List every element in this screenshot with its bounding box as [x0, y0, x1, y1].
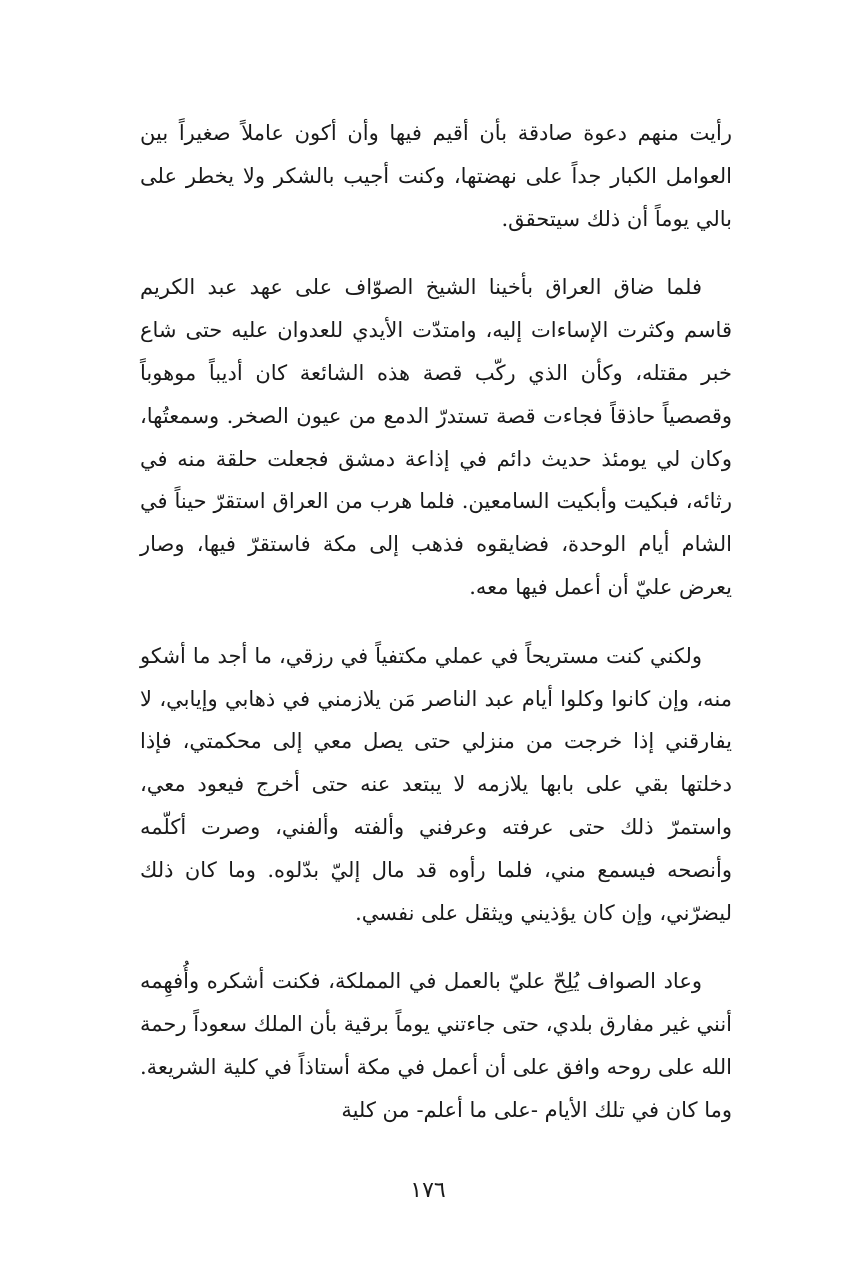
- paragraph-1: رأيت منهم دعوة صادقة بأن أقيم فيها وأن أكون عاملاً صغيراً بين العوامل الكبار جداً على نهضتها، وكنت أجيب بالشكر ولا يخطر على بالي يوماً أن ذلك سيتحقق.: [140, 121, 732, 231]
- body-text: [140, 112, 732, 1158]
- page-number: ١٧٦: [410, 1178, 446, 1203]
- paragraph-2: فلما ضاق العراق بأخينا الشيخ الصوّاف على عهد عبد الكريم قاسم وكثرت الإساءات إليه، وامتدّت الأيدي للعدوان عليه حتى شاع خبر مقتله، وكأن الذي ركّب قصة هذه الشائعة كان أديباً موهوباً وقصصياً حاذقاً فجاءت قصة تستدرّ الدمع من عيون الصخر. وسمعتُها، وكان لي يومئذ حديث دائم في إذاعة دمشق فجعلت حلقة منه في رثائه، فبكيت وأبكيت السامعين. فلما هرب من العراق استقرّ حيناً في الشام أيام الوحدة، فضايقوه فذهب إلى مكة فاستقرّ فيها، وصار يعرض عليّ أن أعمل فيها معه.: [140, 275, 732, 599]
- paragraph-4: وعاد الصواف يُلِحّ عليّ بالعمل في المملكة، فكنت أشكره وأُفهِمه أنني غير مفارق بلدي، حتى جاءتني يوماً برقية بأن الملك سعوداً رحمة الله على روحه وافق على أن أعمل في مكة أستاذاً في كلية الشريعة. وما كان في تلك الأيام -على ما أعلم- من كلية: [140, 969, 732, 1122]
- paragraph-3: ولكني كنت مستريحاً في عملي مكتفياً في رزقي، ما أجد ما أشكو منه، وإن كانوا وكلوا أيام عبد الناصر مَن يلازمني في ذهابي وإيابي، لا يفارقني إذا خرجت من منزلي حتى يصل معي إلى محكمتي، فإذا دخلتها بقي على بابها يلازمه لا يبتعد عنه حتى أخرج فيعود معي، واستمرّ ذلك حتى عرفته وعرفني وألفته وألفني، وصرت أكلّمه وأنصحه فيسمع مني، فلما رأوه قد مال إليّ بدّلوه. وما كان ذلك ليضرّني، وإن كان يؤذيني ويثقل على نفسي.: [140, 643, 732, 925]
